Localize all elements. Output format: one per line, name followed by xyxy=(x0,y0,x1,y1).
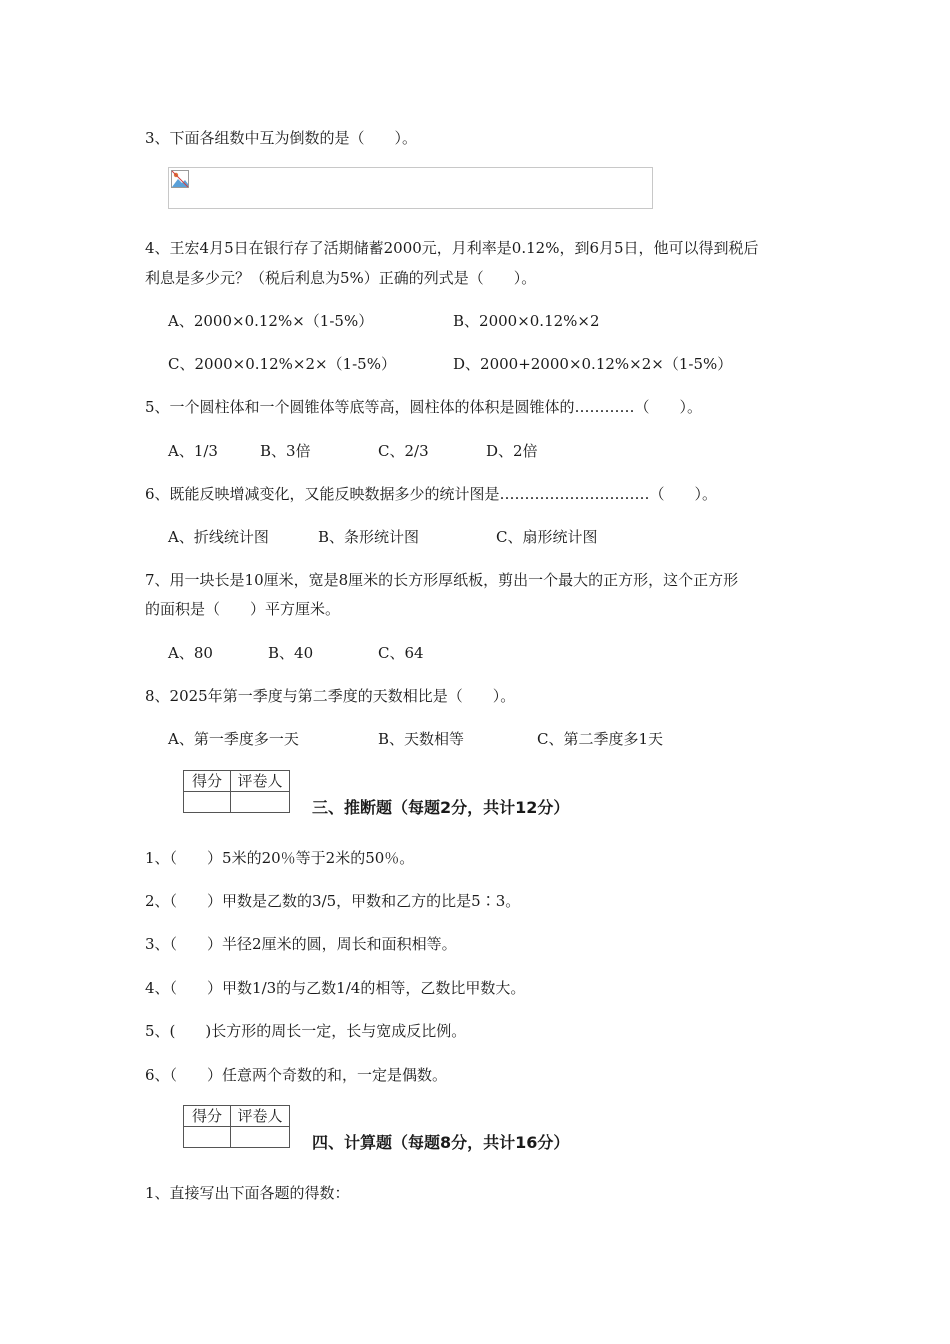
section-3-title: 三、推断题（每题2分，共计12分） xyxy=(312,798,570,817)
question-4-line-1: 4、王宏4月5日在银行存了活期储蓄2000元，月利率是0.12%，到6月5日，他可以得到税后 xyxy=(145,239,759,257)
image-placeholder xyxy=(168,167,653,209)
question-3: 3、下面各组数中互为倒数的是（ ）。 xyxy=(145,129,418,147)
section-3-item-4: 4、（ ）甲数1/3的与乙数1/4的相等，乙数比甲数大。 xyxy=(145,979,526,997)
question-6: 6、既能反映增减变化，又能反映数据多少的统计图是…………………………（ ）。 xyxy=(145,485,718,503)
q7-option-c: C、64 xyxy=(378,644,424,662)
grader-header: 评卷人 xyxy=(231,771,290,792)
score-cell[interactable] xyxy=(184,1127,231,1148)
question-4-line-2: 利息是多少元？（税后利息为5%）正确的列式是（ ）。 xyxy=(145,269,537,287)
question-7-line-2: 的面积是（ ）平方厘米。 xyxy=(145,600,341,618)
broken-image-icon xyxy=(171,170,189,188)
q4-option-c: C、2000×0.12%×2×（1-5%） xyxy=(168,355,396,373)
q8-option-c: C、第二季度多1天 xyxy=(537,730,664,748)
q4-option-b: B、2000×0.12%×2 xyxy=(453,312,600,330)
score-header: 得分 xyxy=(184,771,231,792)
question-5: 5、一个圆柱体和一个圆锥体等底等高，圆柱体的体积是圆锥体的…………（ ）。 xyxy=(145,398,703,416)
question-7-line-1: 7、用一块长是10厘米，宽是8厘米的长方形厚纸板，剪出一个最大的正方形，这个正方形 xyxy=(145,571,739,589)
grader-cell[interactable] xyxy=(231,792,290,813)
score-table xyxy=(183,1105,290,1148)
section-3-item-2: 2、（ ）甲数是乙数的3/5，甲数和乙方的比是5∶3。 xyxy=(145,892,521,910)
score-header: 得分 xyxy=(184,1106,231,1127)
q5-option-d: D、2倍 xyxy=(486,442,538,460)
q8-option-a: A、第一季度多一天 xyxy=(168,730,299,748)
q6-option-b: B、条形统计图 xyxy=(318,528,420,546)
section-3-item-3: 3、（ ）半径2厘米的圆，周长和面积相等。 xyxy=(145,935,457,953)
q7-option-a: A、80 xyxy=(168,644,213,662)
q4-option-a: A、2000×0.12%×（1-5%） xyxy=(168,312,374,330)
section-3-item-6: 6、（ ）任意两个奇数的和，一定是偶数。 xyxy=(145,1066,448,1084)
section-3-item-5: 5、( )长方形的周长一定，长与宽成反比例。 xyxy=(145,1022,467,1040)
score-table xyxy=(183,770,290,813)
q4-option-d: D、2000+2000×0.12%×2×（1-5%） xyxy=(453,355,733,373)
question-8: 8、2025年第一季度与第二季度的天数相比是（ ）。 xyxy=(145,687,516,705)
q5-option-b: B、3倍 xyxy=(260,442,311,460)
score-cell[interactable] xyxy=(184,792,231,813)
section-4-item-1: 1、直接写出下面各题的得数： xyxy=(145,1184,350,1202)
q5-option-a: A、1/3 xyxy=(168,442,218,460)
section-4-title: 四、计算题（每题8分，共计16分） xyxy=(312,1133,570,1152)
grader-cell[interactable] xyxy=(231,1127,290,1148)
q7-option-b: B、40 xyxy=(268,644,314,662)
section-3-item-1: 1、（ ）5米的20％等于2米的50％。 xyxy=(145,849,415,867)
q6-option-c: C、扇形统计图 xyxy=(496,528,598,546)
q6-option-a: A、折线统计图 xyxy=(168,528,269,546)
q8-option-b: B、天数相等 xyxy=(378,730,465,748)
grader-header: 评卷人 xyxy=(231,1106,290,1127)
q5-option-c: C、2/3 xyxy=(378,442,429,460)
